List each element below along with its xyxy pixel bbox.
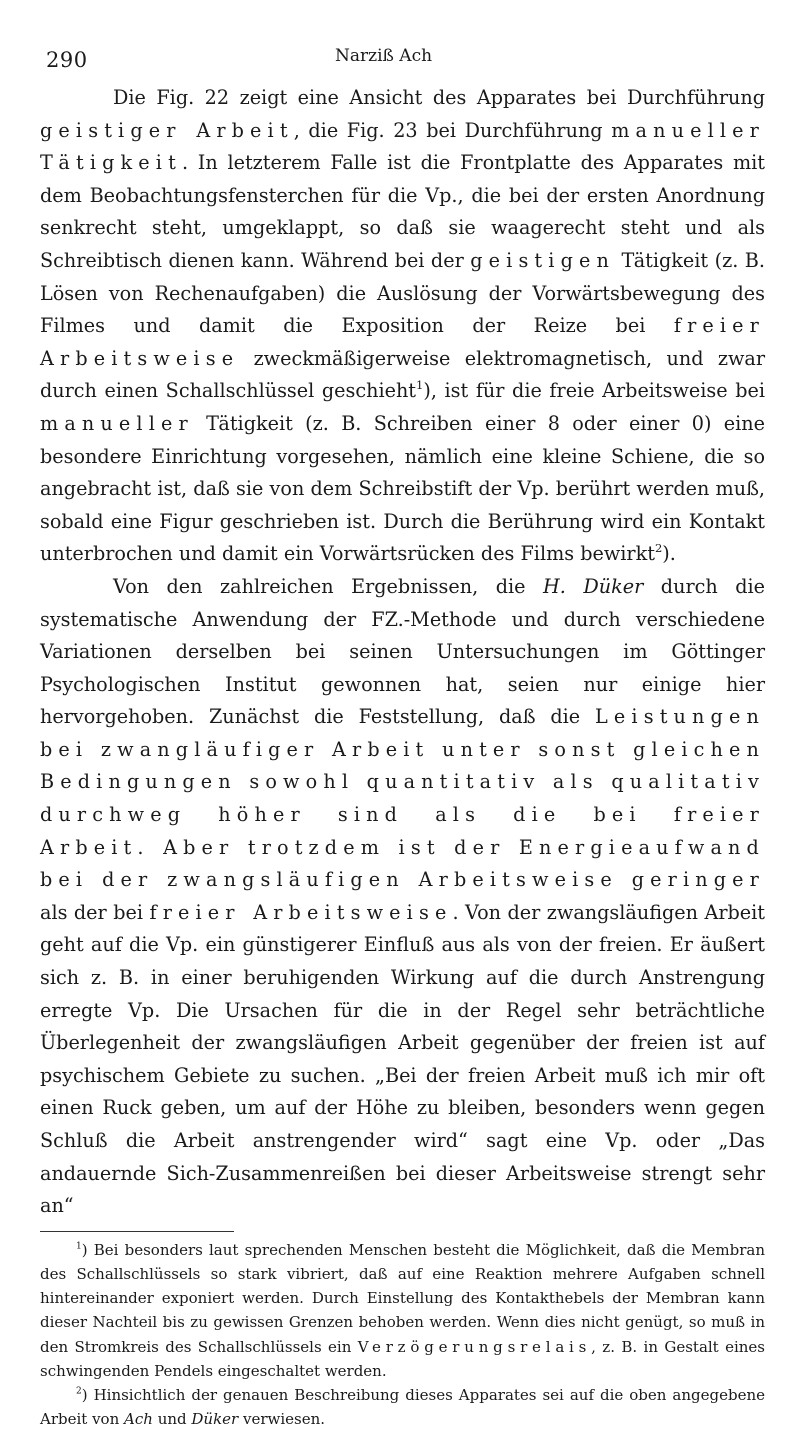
spaced-emphasis: freier Arbeitsweise	[149, 900, 453, 924]
text-run: ) Bei besonders laut sprechenden Menschen besteht die Möglichkeit, daß die Membran des Schallschlüssels so stark vibriert, daß auf eine Reaktion mehrere Aufgaben schnell hintereinander exponiert werden. Durch Einstellung des Kontakthebels der Membran kann dieser Nachteil bis zu gewissen Grenzen behoben werden. Wenn dies nicht genügt, so muß in den Stromkreis des Schallschlüssels ein	[40, 1240, 765, 1356]
footnote-mark: 2	[76, 1386, 82, 1397]
paragraph	[40, 82, 765, 571]
main-text	[40, 82, 765, 1223]
author-name: Ach	[124, 1410, 153, 1429]
footnote-reference[interactable]: 2	[654, 541, 663, 556]
footnote-divider	[40, 1231, 234, 1232]
spaced-emphasis: Leistungen bei zwangläufiger Arbeit unter sonst gleichen Bedingungen sowohl quantitativ als qualitativ durchweg höher sind als die bei freier Arbeit. Aber trotzdem ist der Energieaufwand bei der zwangsläufigen Arbeitsweise geringer	[40, 705, 765, 892]
author-name: H. Düker	[543, 574, 644, 598]
page-header	[40, 38, 765, 82]
text-run: ).	[662, 542, 676, 566]
author-name: Düker	[191, 1410, 239, 1429]
footnotes	[40, 1238, 765, 1431]
footnote	[40, 1383, 765, 1431]
text-run: . In letzterem Falle ist die Frontplatte des Apparates mit dem Beobachtungsfensterchen für die Vp., die bei der ersten Anordnung senkrecht steht, umgeklappt, so daß sie waagerecht steht und als Schreibtisch dienen kann. Während bei der	[40, 151, 765, 272]
footnote	[40, 1238, 765, 1383]
text-run: und	[152, 1410, 192, 1429]
text-run: verwiesen.	[238, 1410, 326, 1429]
text-run: Tätigkeit (z. B. Lösen von Rechenaufgaben) die Auslösung der Vorwärtsbewegung des Filmes und damit die Exposition der Reize bei	[40, 248, 765, 338]
text-run: Die Fig. 22 zeigt eine Ansicht des Apparates bei Durchführung	[113, 86, 765, 109]
paragraph	[40, 571, 765, 1223]
text-run: ), ist für die freie Arbeitsweise bei	[423, 379, 765, 403]
spaced-emphasis: freier Arbeitsweise	[40, 314, 765, 370]
spaced-emphasis: geistiger Arbeit	[40, 118, 294, 142]
spaced-emphasis: geistigen	[470, 248, 615, 272]
text-run: . Von der zwangsläufigen Arbeit geht auf die Vp. ein günstigerer Einfluß aus als von der freien. Er äußert sich z. B. in einer beruhigenden Wirkung auf die durch Anstrengung erregte Vp. Die Ursachen für die in der Regel sehr beträchtliche Überlegenheit der zwangsläufigen Arbeit gegenüber der freien ist auf psychischem Gebiete zu suchen. „Bei der freien Arbeit muß ich mir oft einen Ruck geben, um auf der Höhe zu bleiben, besonders wenn gegen Schluß die Arbeit anstrengender wird“ sagt eine Vp. oder „Das andauernde Sich-Zusammenreißen bei dieser Arbeitsweise strengt sehr an“	[40, 900, 765, 1218]
text-run: Tätigkeit (z. B. Schreiben einer 8 oder einer 0) eine besondere Einrichtung vorgesehen, nämlich eine kleine Schiene, die so angebracht ist, daß sie von dem Schreibstift der Vp. berührt werden muß, sobald eine Figur geschrieben ist. Durch die Berührung wird ein Kontakt unterbrochen und damit ein Vorwärtsrücken des Films bewirkt	[40, 411, 765, 566]
footnote-reference[interactable]: 1	[416, 378, 424, 393]
spaced-emphasis: manueller Tätigkeit	[40, 118, 765, 175]
running-title: Narziß Ach	[335, 46, 433, 66]
spaced-emphasis: Verzögerungsrelais	[357, 1337, 592, 1356]
text-run: Von den zahlreichen Ergebnissen, die	[113, 574, 544, 598]
spaced-emphasis: manueller	[40, 411, 194, 435]
text-run: zweckmäßigerweise elektromagnetisch, und zwar durch einen Schallschlüssel geschieht	[40, 346, 765, 403]
text-run: als der bei	[40, 900, 150, 924]
footnote-mark: 1	[76, 1241, 82, 1252]
book-page	[40, 38, 765, 1431]
text-run: durch die systematische Anwendung der FZ.-Methode und durch verschiedene Variationen derselben bei seinen Untersuchungen im Göttinger Psychologischen Institut gewonnen hat, seien nur einige hier hervorgehoben. Zunächst die Feststellung, daß die	[40, 574, 766, 729]
text-run: , die Fig. 23 bei Durchführung	[293, 118, 612, 142]
text-run: , z. B. in Gestalt eines schwingenden Pendels eingeschaltet werden.	[40, 1337, 765, 1380]
text-run: ) Hinsichtlich der genauen Beschreibung dieses Apparates sei auf die oben angegebene Arbeit von	[40, 1386, 765, 1429]
page-number: 290	[46, 48, 88, 72]
